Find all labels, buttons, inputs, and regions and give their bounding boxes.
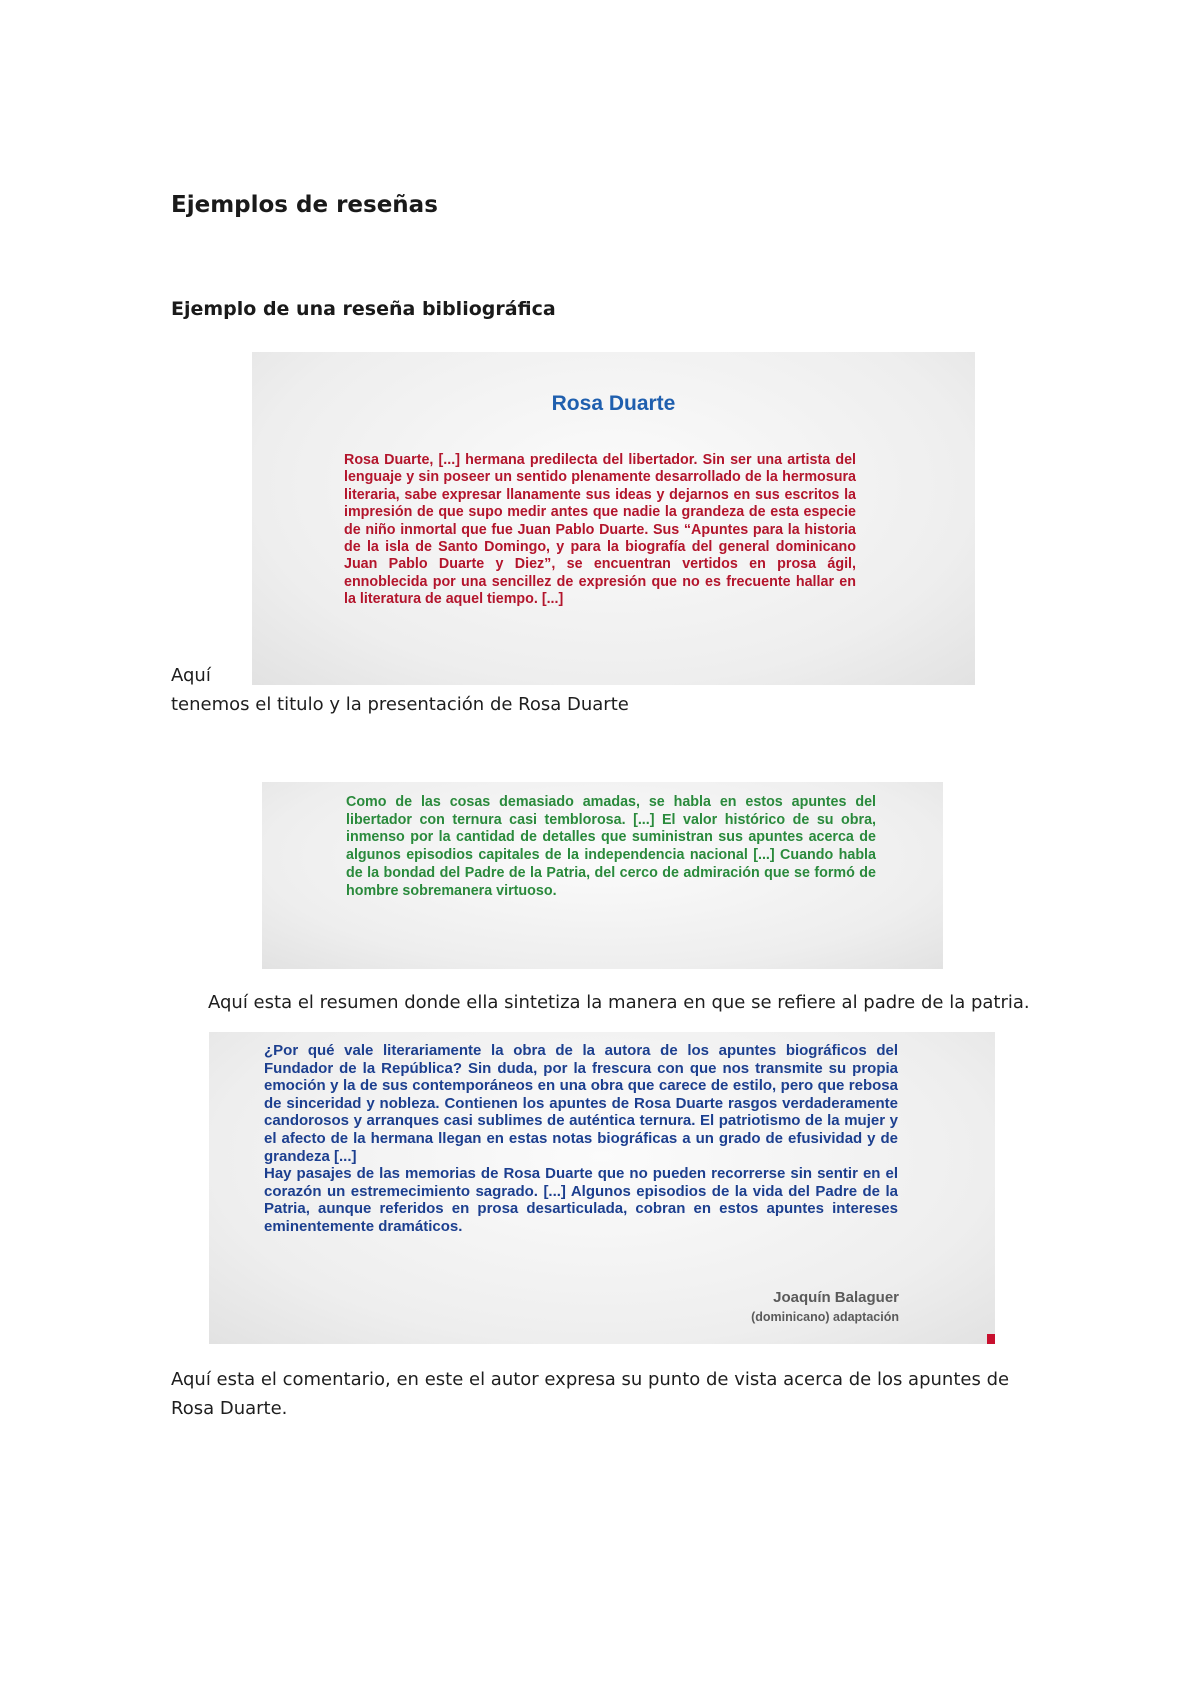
slide-body-text bbox=[264, 1042, 898, 1236]
caption-commentary-line1: Aquí esta el comentario, en este el autor expresa su punto de vista acerca de los apuntes de bbox=[171, 1369, 1010, 1390]
author-note: (dominicano) adaptación bbox=[751, 1310, 899, 1324]
section-heading: Ejemplo de una reseña bibliográfica bbox=[171, 298, 556, 320]
slide-image-presentation bbox=[252, 352, 975, 685]
caption-presentation-line2: tenemos el titulo y la presentación de Rosa Duarte bbox=[171, 694, 629, 715]
slide-title: Rosa Duarte bbox=[551, 392, 676, 415]
commentary-paragraph-1: ¿Por qué vale literariamente la obra de la autora de los apuntes biográficos del Fundador de la República? Sin duda, por la frescura con que nos transmite su propia emoción y la de sus contemporáneos en una obra que carece de estilo, pero que rebosa de sinceridad y nobleza. Contienen los apuntes de Rosa Duarte rasgos verdaderamente candorosos y arranques casi sublimes de auténtica ternura. El patriotismo de la mujer y el afecto de la hermana llegan en estas notas biográficas a un grado de efusividad y de grandeza [...] bbox=[264, 1042, 898, 1165]
document-title: Ejemplos de reseñas bbox=[171, 192, 438, 218]
slide-image-summary bbox=[262, 782, 943, 969]
caption-summary: Aquí esta el resumen donde ella sintetiza la manera en que se refiere al padre de la patria. bbox=[208, 992, 1030, 1013]
slide-body-text: Como de las cosas demasiado amadas, se habla en estos apuntes del libertador con ternura casi temblorosa. [...] El valor histórico de su obra, inmenso por la cantidad de detalles que suministran sus apuntes acerca de algunos episodios capitales de la independencia nacional [...] Cuando habla de la bondad del Padre de la Patria, del cerco de admiración que se formó de hombre sobremanera virtuoso. bbox=[346, 794, 876, 899]
slide-image-commentary bbox=[209, 1032, 995, 1344]
caption-presentation-line1: Aquí bbox=[171, 665, 211, 686]
author-name: Joaquín Balaguer bbox=[773, 1289, 899, 1306]
caption-commentary-line2: Rosa Duarte. bbox=[171, 1398, 288, 1419]
slide-body-text: Rosa Duarte, [...] hermana predilecta del libertador. Sin ser una artista del lenguaje y sin poseer un sentido plenamente desarrollado de la hermosura literaria, sabe expresar llanamente sus ideas y dejarnos en sus escritos la impresión de que supo medir antes que nadie la grandeza de esta especie de niño inmortal que fue Juan Pablo Duarte. Sus “Apuntes para la historia de la isla de Santo Domingo, y para la biografía del general dominicano Juan Pablo Duarte y Diez”, se encuentran vertidos en prosa ágil, ennoblecida por una sencillez de expresión que no es frecuente hallar en la literatura de aquel tiempo. [...] bbox=[344, 452, 856, 608]
commentary-paragraph-2: Hay pasajes de las memorias de Rosa Duarte que no pueden recorrerse sin sentir en el corazón un estremecimiento sagrado. [...] Algunos episodios de la vida del Padre de la Patria, aunque referidos en prosa desarticulada, cobran en estos apuntes intereses eminentemente dramáticos. bbox=[264, 1165, 898, 1235]
author-signature bbox=[751, 1288, 899, 1326]
corner-mark bbox=[987, 1334, 995, 1344]
